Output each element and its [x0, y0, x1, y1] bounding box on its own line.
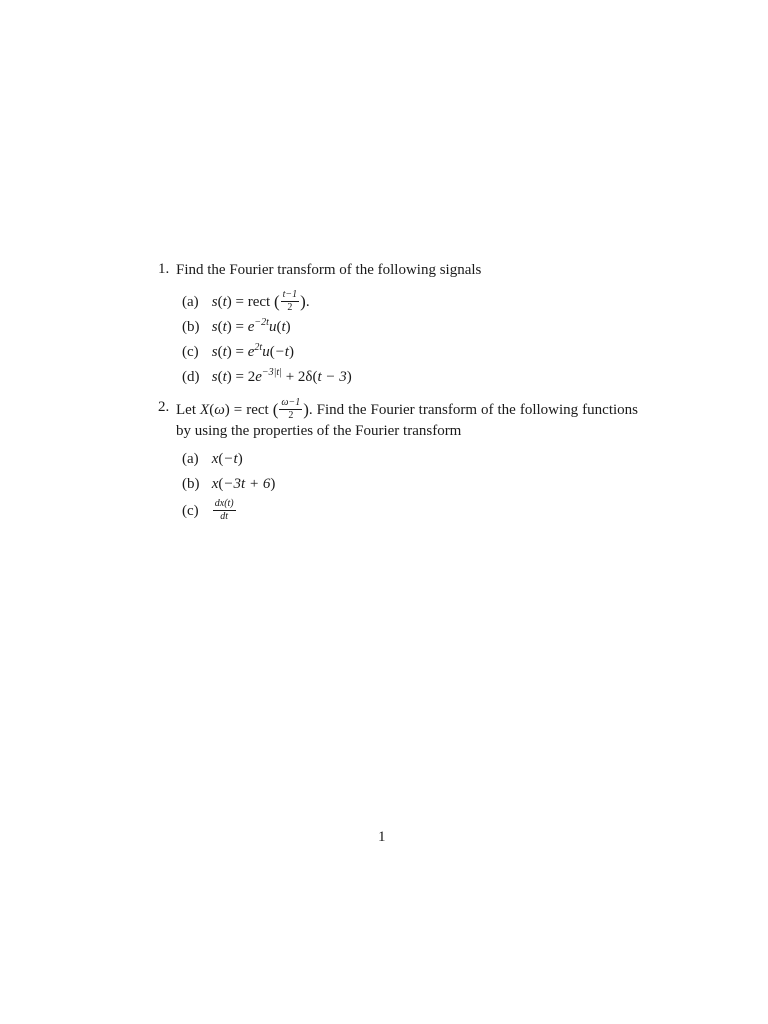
page-number: 1 — [378, 829, 386, 845]
problem-number: 1. — [158, 261, 170, 277]
fraction: $\frac{dx(t)}{dt}$ — [214, 498, 234, 522]
subitem-label: (d) — [182, 369, 200, 385]
subitem-label: (c) — [182, 344, 199, 360]
problem-number: 2. — [158, 399, 170, 415]
subitem-c — [182, 500, 237, 520]
subitem-d — [182, 367, 352, 387]
problem-1 — [158, 261, 638, 385]
fraction: $\frac{\omega-1}{2}$ — [281, 397, 301, 421]
math-expression: $s(t) = 2e^{-3|t|} + 2\delta(t - 3)$ — [211, 367, 352, 385]
fraction: $\frac{t-1}{2}$ — [282, 289, 298, 313]
math-expression: x(−t) — [211, 451, 243, 467]
subitem-label: (b) — [182, 319, 200, 335]
subitem-b — [182, 474, 275, 494]
math-expression: s(t) = rect ( $\frac{t-1}{2}$ ). — [211, 289, 310, 313]
subitem-label: (c) — [182, 502, 199, 519]
problem-text: Let X(ω) = rect ( $\frac{\omega-1}{2}$ ). Find the Fourier transform of the following functions by using the properties of the Fourier transform — [176, 397, 638, 439]
subitem-label: (b) — [182, 476, 200, 492]
problem-text: Find the Fourier transform of the following signals — [176, 262, 482, 278]
subitem-label: (a) — [182, 293, 199, 310]
math-expression: $s(t) = e^{-2t}u(t)$ — [211, 317, 291, 335]
subitem-label: (a) — [182, 451, 199, 467]
subitem-c — [182, 342, 294, 362]
math-expression — [212, 500, 237, 523]
math-expression: x(−3t + 6) — [211, 476, 276, 492]
subitem-a — [182, 449, 243, 469]
problem-2 — [158, 397, 638, 522]
subitem-b — [182, 317, 291, 337]
math-expression: $s(t) = e^{2t}u(-t)$ — [211, 342, 294, 360]
subitem-a — [182, 291, 310, 311]
